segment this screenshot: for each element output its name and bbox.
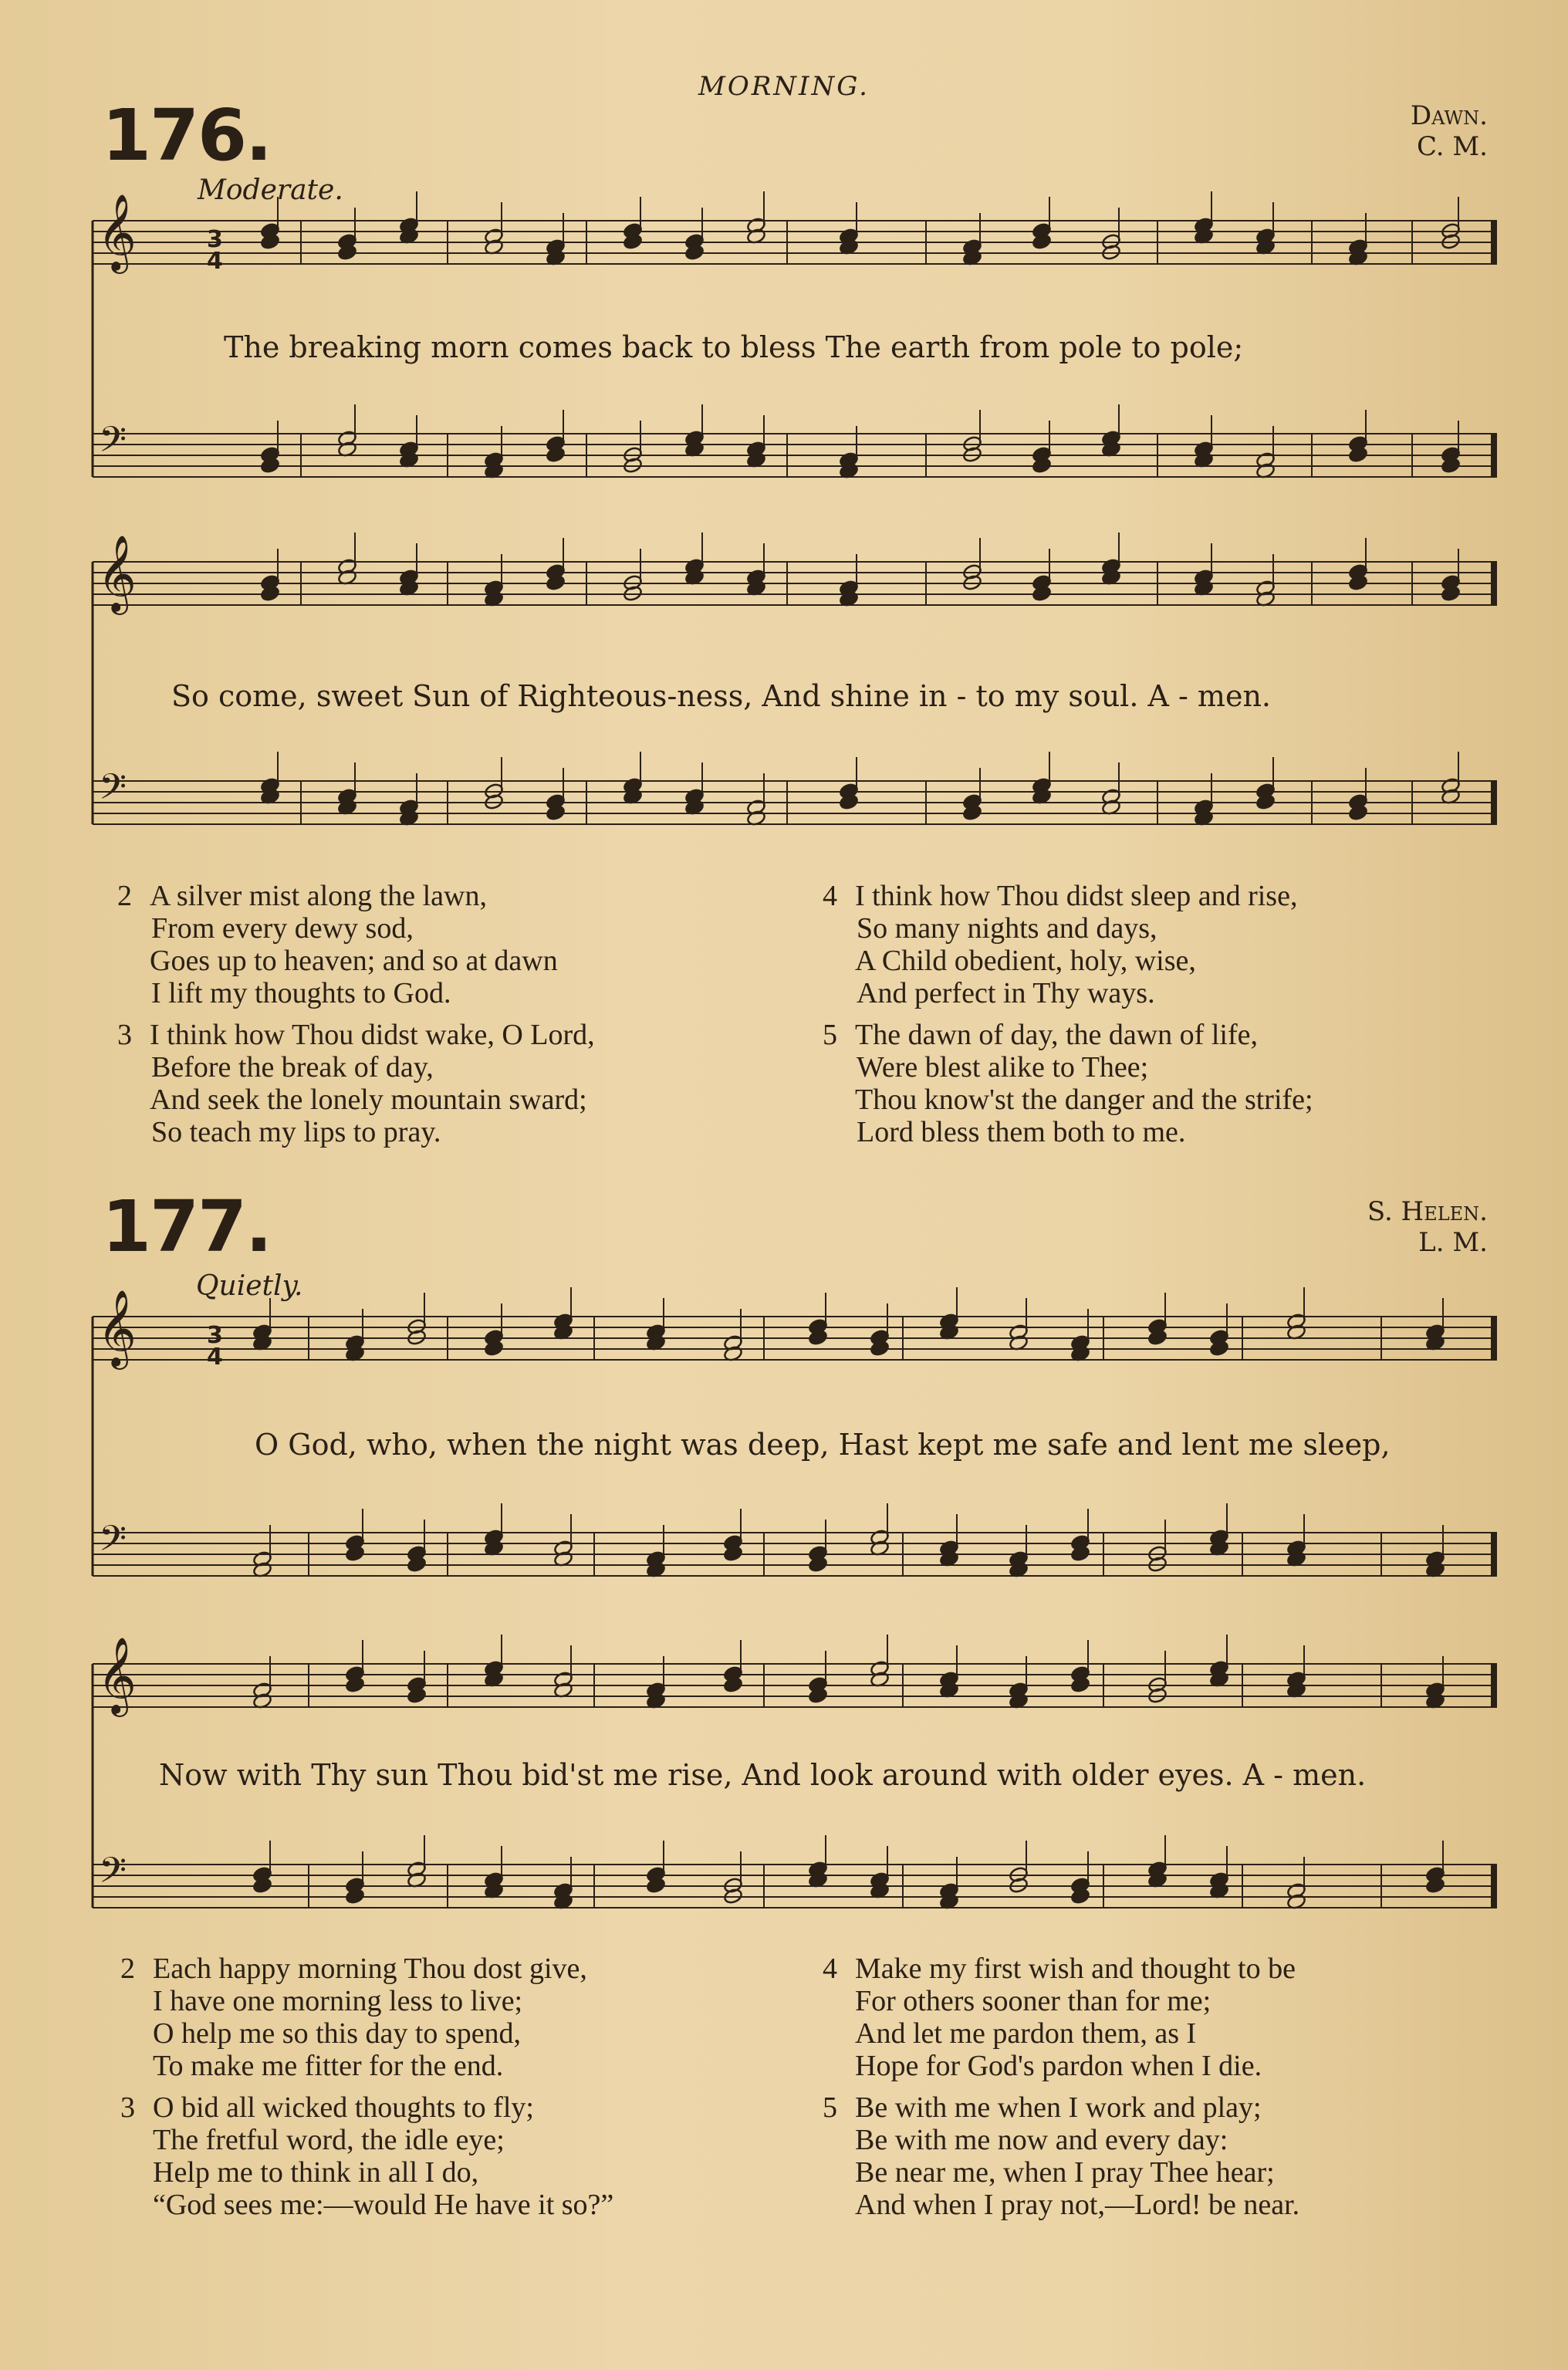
- stanza-line: So teach my lips to pray.: [151, 1116, 441, 1148]
- stanza-line: Thou know'st the danger and the strife;: [855, 1084, 1313, 1116]
- stanza-line: Be near me, when I pray Thee hear;: [855, 2156, 1275, 2189]
- hymn-176-system-2-final-bar: [1491, 781, 1497, 824]
- hymn-176-time-signature-icon: 3: [207, 226, 223, 253]
- stanza-line: The fretful word, the idle eye;: [153, 2124, 505, 2156]
- stanza-block: [823, 880, 1313, 1009]
- hymn-177-system-2-final-bar: [1491, 1664, 1497, 1707]
- stanza-line: A Child obedient, holy, wise,: [855, 945, 1196, 977]
- stanza-block: [823, 1019, 1313, 1148]
- hymn-176-system-2-final-bar: [1491, 562, 1497, 605]
- hymn-177-time-signature-icon: 4: [207, 1344, 223, 1371]
- hymn-176-system-1-final-bar: [1491, 434, 1497, 477]
- hymn-176-stanzas-left: [117, 880, 595, 1148]
- bass-clef-icon: 𝄢: [99, 1850, 127, 1900]
- stanza-number: 4: [823, 1952, 837, 1985]
- treble-clef-icon: 𝄞: [97, 194, 137, 271]
- hymn-177-tempo: Quietly.: [196, 1270, 303, 1302]
- running-head: MORNING.: [698, 71, 870, 102]
- stanza-number: 5: [823, 2091, 837, 2124]
- hymn-176-time-signature-icon: 4: [207, 248, 223, 275]
- stanza-number: 3: [117, 1019, 132, 1051]
- hymn-177-number: 177.: [102, 1185, 271, 1268]
- stanza-line: Each happy morning Thou dost give,: [153, 1952, 587, 1985]
- hymn-176-tune-name: Dawn.: [1410, 100, 1488, 131]
- stanza-number: 2: [117, 880, 132, 912]
- treble-clef-icon: 𝄞: [97, 1290, 137, 1367]
- stanza-number: 3: [120, 2091, 135, 2124]
- stanza-line: Goes up to heaven; and so at dawn: [150, 945, 558, 977]
- hymn-176-meter: C. M.: [1416, 131, 1488, 162]
- hymn-177-tune-name: S. Helen.: [1367, 1196, 1488, 1227]
- stanza-line: Before the break of day,: [151, 1051, 434, 1084]
- stanza-number: 4: [823, 880, 837, 912]
- stanza-line: Lord bless them both to me.: [857, 1116, 1186, 1148]
- stanza-block: [117, 880, 595, 1009]
- stanza-line: O bid all wicked thoughts to fly;: [153, 2091, 534, 2124]
- stanza-block: [120, 1952, 613, 2082]
- stanza-line: I think how Thou didst wake, O Lord,: [150, 1019, 595, 1051]
- hymn-177-tune-block: [1367, 1196, 1488, 1258]
- stanza-line: For others sooner than for me;: [855, 1985, 1211, 2017]
- hymn-177-stanzas-right: [823, 1952, 1299, 2221]
- stanza-line: Were blest alike to Thee;: [857, 1051, 1149, 1084]
- stanza-block: [120, 2091, 613, 2221]
- hymn-177-system-2-final-bar: [1491, 1865, 1497, 1908]
- stanza-line: Help me to think in all I do,: [153, 2156, 479, 2189]
- hymn-177-meter: L. M.: [1418, 1227, 1488, 1258]
- hymn-177-stanzas-left: [120, 1952, 613, 2221]
- stanza-number: 5: [823, 1019, 837, 1051]
- stanza-line: I lift my thoughts to God.: [151, 977, 451, 1009]
- stanza-line: “God sees me:—would He have it so?”: [153, 2189, 614, 2221]
- hymn-176-lyrics-line-2: So come, sweet Sun of Righteous-ness, And shine in - to my soul. A - men.: [171, 679, 1271, 713]
- hymn-176-system-1-final-bar: [1491, 221, 1497, 264]
- hymn-176-tempo: Moderate.: [198, 174, 343, 206]
- hymn-176-stanzas-right: [823, 880, 1313, 1148]
- stanza-block: [823, 1952, 1299, 2082]
- stanza-line: A silver mist along the lawn,: [150, 880, 487, 912]
- stanza-block: [823, 2091, 1299, 2221]
- stanza-line: I have one morning less to live;: [153, 1985, 523, 2017]
- hymn-177-system-1-final-bar: [1491, 1533, 1497, 1576]
- bass-clef-icon: 𝄢: [99, 419, 127, 469]
- treble-clef-icon: 𝄞: [97, 535, 137, 612]
- bass-clef-icon: 𝄢: [99, 766, 127, 816]
- stanza-line: Be with me now and every day:: [855, 2124, 1228, 2156]
- stanza-line: O help me so this day to spend,: [153, 2017, 522, 2050]
- hymn-177-system-1-final-bar: [1491, 1317, 1497, 1360]
- bass-clef-icon: 𝄢: [99, 1518, 127, 1568]
- stanza-line: Be with me when I work and play;: [855, 2091, 1262, 2124]
- stanza-line: And seek the lonely mountain sward;: [150, 1084, 587, 1116]
- stanza-line: To make me fitter for the end.: [153, 2050, 504, 2082]
- stanza-line: I think how Thou didst sleep and rise,: [855, 880, 1298, 912]
- stanza-line: So many nights and days,: [857, 912, 1157, 945]
- stanza-line: And when I pray not,—Lord! be near.: [855, 2189, 1300, 2221]
- hymn-177-time-signature-icon: 3: [207, 1322, 223, 1349]
- stanza-line: From every dewy sod,: [151, 912, 414, 945]
- hymn-176-lyrics-line-1: The breaking morn comes back to bless The earth from pole to pole;: [224, 330, 1244, 364]
- stanza-line: The dawn of day, the dawn of life,: [855, 1019, 1258, 1051]
- hymn-176-number: 176.: [102, 94, 271, 177]
- hymn-177-lyrics-line-1: O God, who, when the night was deep, Hast kept me safe and lent me sleep,: [255, 1428, 1391, 1462]
- treble-clef-icon: 𝄞: [97, 1637, 137, 1714]
- stanza-block: [117, 1019, 595, 1148]
- stanza-line: Hope for God's pardon when I die.: [855, 2050, 1262, 2082]
- hymn-177-lyrics-line-2: Now with Thy sun Thou bid'st me rise, And look around with older eyes. A - men.: [159, 1758, 1367, 1792]
- stanza-line: And let me pardon them, as I: [855, 2017, 1197, 2050]
- stanza-line: And perfect in Thy ways.: [857, 977, 1155, 1009]
- stanza-number: 2: [120, 1952, 135, 1985]
- stanza-line: Make my first wish and thought to be: [855, 1952, 1296, 1985]
